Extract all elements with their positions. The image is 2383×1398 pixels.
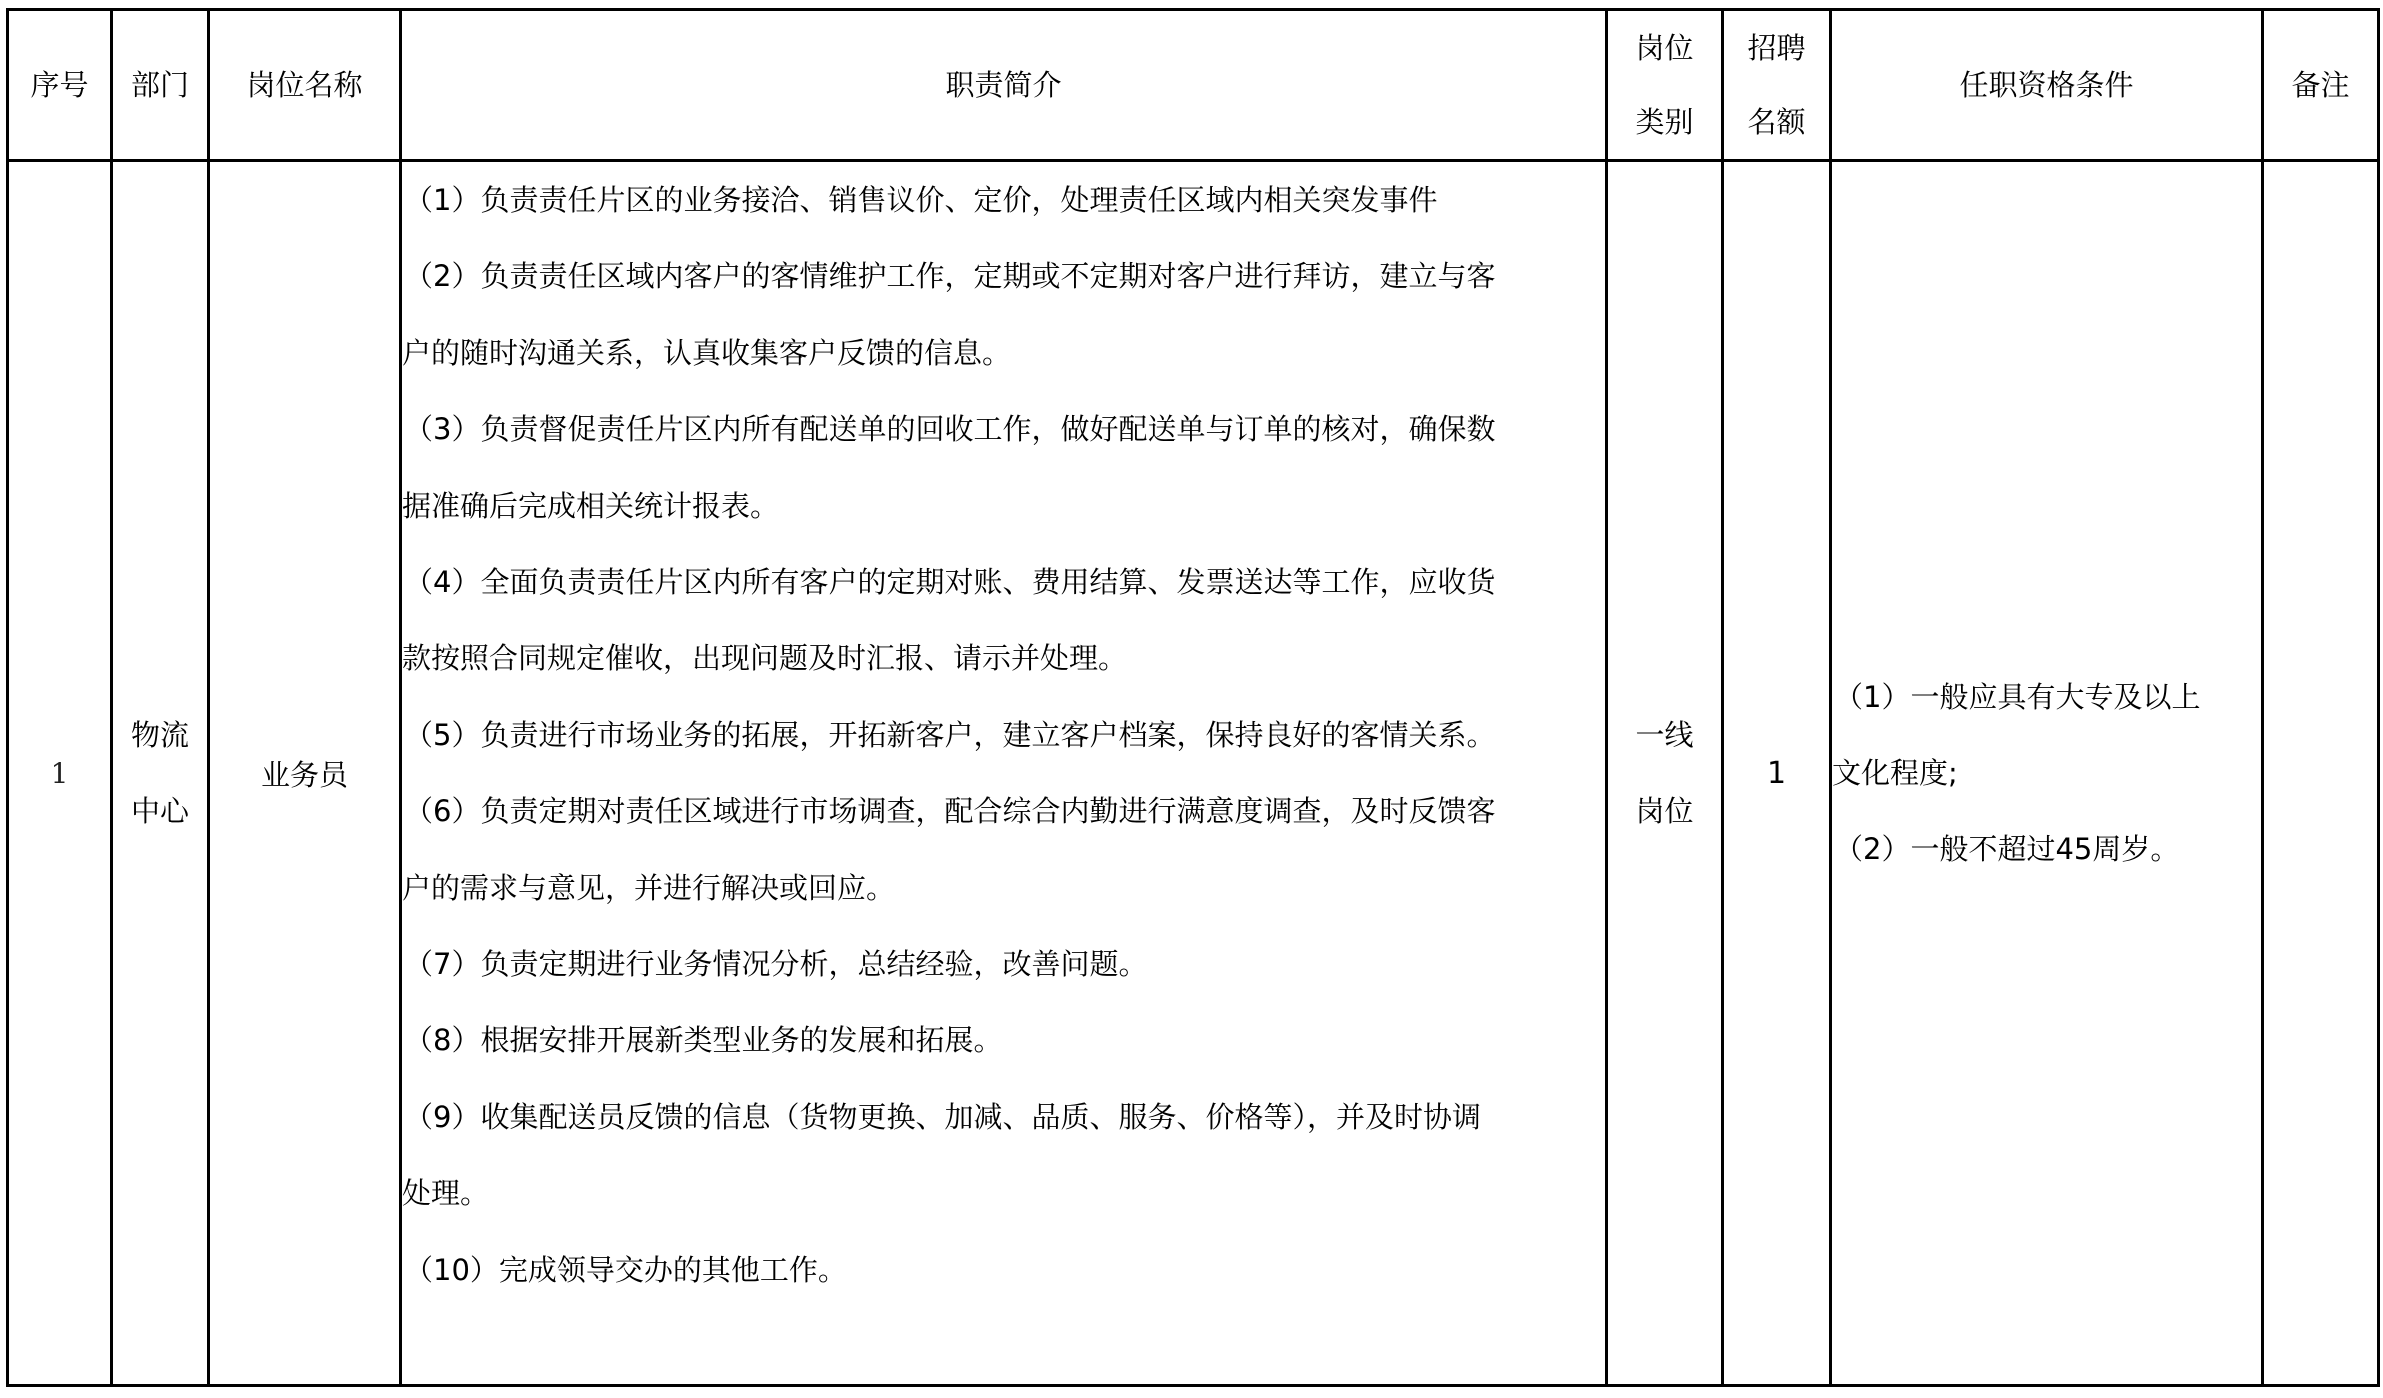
duty-line: （7）负责定期进行业务情况分析，总结经验，改善问题。 (404, 947, 1148, 982)
header-remarks: 备注 (2263, 10, 2379, 161)
header-requirements: 任职资格条件 (1831, 10, 2263, 161)
duty-line: 处理。 (402, 1176, 490, 1211)
duty-line: （2）负责责任区域内客户的客情维护工作，定期或不定期对客户进行拜访，建立与客 (404, 259, 1496, 294)
duty-line: （8）根据安排开展新类型业务的发展和拓展。 (404, 1023, 1003, 1058)
cell-duties (401, 161, 1607, 1386)
department-line: 中心 (130, 794, 189, 828)
category-line: 岗位 (1635, 794, 1694, 828)
duty-line: （5）负责进行市场业务的拓展，开拓新客户，建立客户档案，保持良好的客情关系。 (404, 717, 1496, 752)
header-duties: 职责简介 (401, 10, 1607, 161)
category-line: 一线 (1635, 718, 1694, 752)
header-department: 部门 (112, 10, 209, 161)
job-posting-table (6, 8, 2380, 1387)
header-row (8, 10, 2379, 161)
header-quota-line: 名额 (1747, 105, 1806, 139)
header-serial: 序号 (8, 10, 112, 161)
duty-line: （9）收集配送员反馈的信息（货物更换、加减、品质、服务、价格等），并及时协调 (404, 1099, 1481, 1134)
cell-requirements (1831, 161, 2263, 1386)
department-line: 物流 (130, 718, 189, 752)
duty-line: 款按照合同规定催收，出现问题及时汇报、请示并处理。 (402, 641, 1128, 676)
requirement-line: （2）一般不超过45周岁。 (1834, 832, 2180, 866)
duty-line: （4）全面负责责任片区内所有客户的定期对账、费用结算、发票送达等工作，应收货 (404, 565, 1496, 600)
duty-line: （10）完成领导交办的其他工作。 (404, 1252, 847, 1287)
requirement-line: （1）一般应具有大专及以上 (1834, 680, 2201, 714)
requirement-line: 文化程度; (1832, 756, 1958, 790)
cell-position: 业务员 (209, 161, 401, 1386)
header-quota-line: 招聘 (1747, 31, 1806, 65)
cell-category (1607, 161, 1723, 1386)
duty-line: 户的随时沟通关系，认真收集客户反馈的信息。 (402, 335, 1012, 370)
cell-serial: 1 (8, 161, 112, 1386)
cell-department (112, 161, 209, 1386)
duty-line: （1）负责责任片区的业务接洽、销售议价、定价，处理责任区域内相关突发事件 (404, 183, 1438, 217)
header-position: 岗位名称 (209, 10, 401, 161)
header-category (1607, 10, 1723, 161)
duty-line: （3）负责督促责任片区内所有配送单的回收工作，做好配送单与订单的核对，确保数 (404, 412, 1496, 447)
table-row (8, 161, 2379, 1386)
cell-quota: 1 (1723, 161, 1831, 1386)
duty-line: （6）负责定期对责任区域进行市场调查，配合综合内勤进行满意度调查，及时反馈客 (404, 794, 1496, 829)
duty-line: 据准确后完成相关统计报表。 (402, 488, 780, 523)
header-category-line: 类别 (1635, 105, 1694, 139)
cell-remarks (2263, 161, 2379, 1386)
duty-line: 户的需求与意见，并进行解决或回应。 (402, 870, 896, 905)
header-category-line: 岗位 (1635, 31, 1694, 65)
header-quota (1723, 10, 1831, 161)
